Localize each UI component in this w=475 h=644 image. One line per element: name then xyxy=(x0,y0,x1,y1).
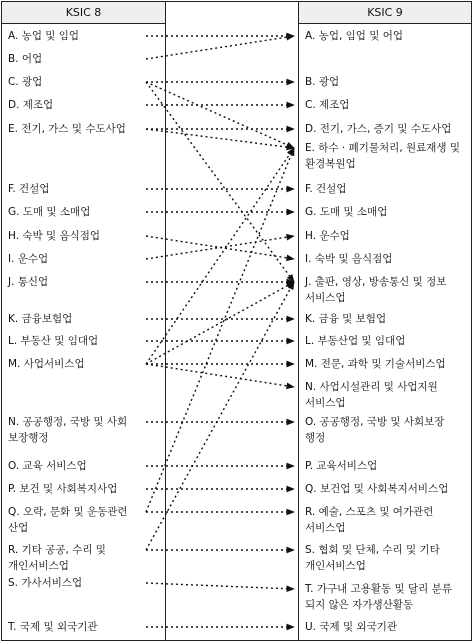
ksic8-item-q: Q. 오락, 문화 및 운동관련 산업 xyxy=(8,506,128,534)
ksic8-item-i: I. 운수업 xyxy=(8,253,49,265)
ksic8-item-s: S. 가사서비스업 xyxy=(8,577,83,589)
ksic8-item-d: D. 제조업 xyxy=(8,99,54,111)
ksic9-item-i: I. 숙박 및 음식점업 xyxy=(305,253,393,265)
ksic8-item-h: H. 숙박 및 음식점업 xyxy=(8,230,101,242)
ksic8-item-m: M. 사업서비스업 xyxy=(8,358,85,370)
ksic8-item-g: G. 도매 및 소매업 xyxy=(8,206,91,218)
ksic8-item-b: B. 어업 xyxy=(8,53,43,65)
ksic8-item-p: P. 보건 및 사회복지사업 xyxy=(8,483,118,495)
ksic8-item-r: R. 기타 공공, 수리 및 개인서비스업 xyxy=(8,544,106,572)
ksic9-item-n: N. 사업시설관리 및 사업지원 서비스업 xyxy=(305,381,438,409)
ksic8-item-l: L. 부동산 및 임대업 xyxy=(8,335,99,347)
ksic9-item-o: O. 공공행정, 국방 및 사회보장 행정 xyxy=(305,416,445,444)
ksic9-item-t: T. 가구내 고용활동 및 달리 분류 되지 않은 자가생산활동 xyxy=(305,583,452,611)
ksic9-item-j: J. 출판, 영상, 방송통신 및 정보 서비스업 xyxy=(305,276,447,304)
ksic9-item-f: F. 건설업 xyxy=(305,183,347,195)
ksic8-column xyxy=(2,24,166,640)
ksic9-item-b: B. 광업 xyxy=(305,76,340,88)
ksic9-column xyxy=(298,24,471,640)
ksic9-item-p: P. 교육서비스업 xyxy=(305,460,378,472)
ksic9-item-e: E. 하수 · 폐기물처리, 원료재생 및 환경복원업 xyxy=(305,142,461,170)
ksic8-item-c: C. 광업 xyxy=(8,76,43,88)
ksic9-item-h: H. 운수업 xyxy=(305,230,350,242)
ksic9-item-c: C. 제조업 xyxy=(305,99,350,111)
ksic9-item-r: R. 예술, 스포츠 및 여가관련 서비스업 xyxy=(305,506,434,534)
ksic8-header: KSIC 8 xyxy=(2,2,166,24)
ksic8-item-t: T. 국제 및 외국기관 xyxy=(8,621,98,633)
ksic8-item-n: N. 공공행정, 국방 및 사회 보장행정 xyxy=(8,416,128,444)
ksic8-item-f: F. 건설업 xyxy=(8,183,50,195)
ksic9-item-l: L. 부동산업 및 임대업 xyxy=(305,335,406,347)
ksic8-item-a: A. 농업 및 임업 xyxy=(8,30,80,42)
ksic9-item-g: G. 도매 및 소매업 xyxy=(305,206,388,218)
ksic9-item-m: M. 전문, 과학 및 기술서비스업 xyxy=(305,358,446,370)
ksic9-item-a: A. 농업, 임업 및 어업 xyxy=(305,30,404,42)
ksic9-header: KSIC 9 xyxy=(298,2,471,24)
ksic8-item-e: E. 전기, 가스 및 수도사업 xyxy=(8,123,126,135)
ksic9-item-q: Q. 보건업 및 사회복지서비스업 xyxy=(305,483,449,495)
ksic9-item-d: D. 전기, 가스, 증기 및 수도사업 xyxy=(305,123,452,135)
ksic8-item-o: O. 교육 서비스업 xyxy=(8,460,87,472)
ksic8-item-j: J. 통신업 xyxy=(8,276,49,288)
ksic8-item-k: K. 금융보험업 xyxy=(8,313,73,325)
classification-table xyxy=(1,1,472,641)
ksic9-item-s: S. 협회 및 단체, 수리 및 기타 개인서비스업 xyxy=(305,544,440,572)
ksic9-item-u: U. 국제 및 외국기관 xyxy=(305,621,398,633)
ksic9-item-k: K. 금융 및 보험업 xyxy=(305,313,387,325)
